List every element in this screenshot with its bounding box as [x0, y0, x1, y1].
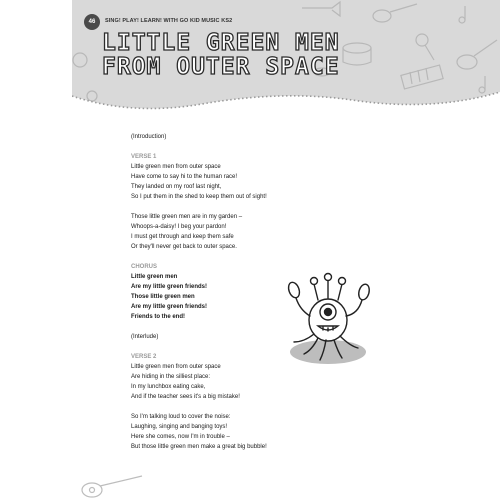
verse2b-line: Laughing, singing and banging toys! [131, 424, 228, 430]
verse1-line: Have come to say hi to the human race! [131, 174, 238, 180]
chorus-label: CHORUS [131, 264, 158, 270]
page-number-badge: 46 [84, 14, 100, 30]
chorus-line: Friends to the end! [131, 314, 185, 320]
title-line-2: FROM OUTER SPACE [102, 54, 340, 80]
series-title: SING! PLAY! LEARN! WITH GO KID MUSIC KS2 [105, 18, 233, 24]
chorus-line: Little green men [131, 274, 178, 280]
verse1-line: Little green men from outer space [131, 164, 221, 170]
verse1b-line: Those little green men are in my garden – [131, 214, 243, 220]
verse2b-line: Here she comes, now I'm in trouble – [131, 434, 230, 440]
song-title [102, 31, 342, 79]
chorus-line: Are my little green friends! [131, 284, 208, 290]
chorus-line: Are my little green friends! [131, 304, 208, 310]
verse1-line: They landed on my roof last night, [131, 184, 222, 190]
title-line-1: LITTLE GREEN MEN [102, 30, 340, 56]
verse2b-line: So I'm talking loud to cover the noise: [131, 414, 231, 420]
header-wave-edge [72, 82, 500, 122]
verse2-line: Little green men from outer space [131, 364, 221, 370]
verse1b-line: Whoops-a-daisy! I beg your pardon! [131, 224, 227, 230]
alien-with-maracas-icon [278, 270, 378, 370]
verse2-line: And if the teacher sees it's a big mistake! [131, 394, 240, 400]
verse1b-line: Or they'll never get back to outer space. [131, 244, 237, 250]
verse1-line: So I put them in the shed to keep them out of sight! [131, 194, 267, 200]
verse2-label: VERSE 2 [131, 354, 157, 360]
intro-label: (Introduction) [131, 134, 167, 140]
verse2b-line: But those little green men make a great big bubble! [131, 444, 267, 450]
verse1-label: VERSE 1 [131, 154, 157, 160]
verse2-line: Are hiding in the silliest place: [131, 374, 211, 380]
verse2-line: In my lunchbox eating cake, [131, 384, 206, 390]
guitar-doodle-icon [72, 472, 152, 500]
chorus-line: Those little green men [131, 294, 195, 300]
verse1b-line: I must get through and keep them safe [131, 234, 234, 240]
interlude-label: (Interlude) [131, 334, 159, 340]
